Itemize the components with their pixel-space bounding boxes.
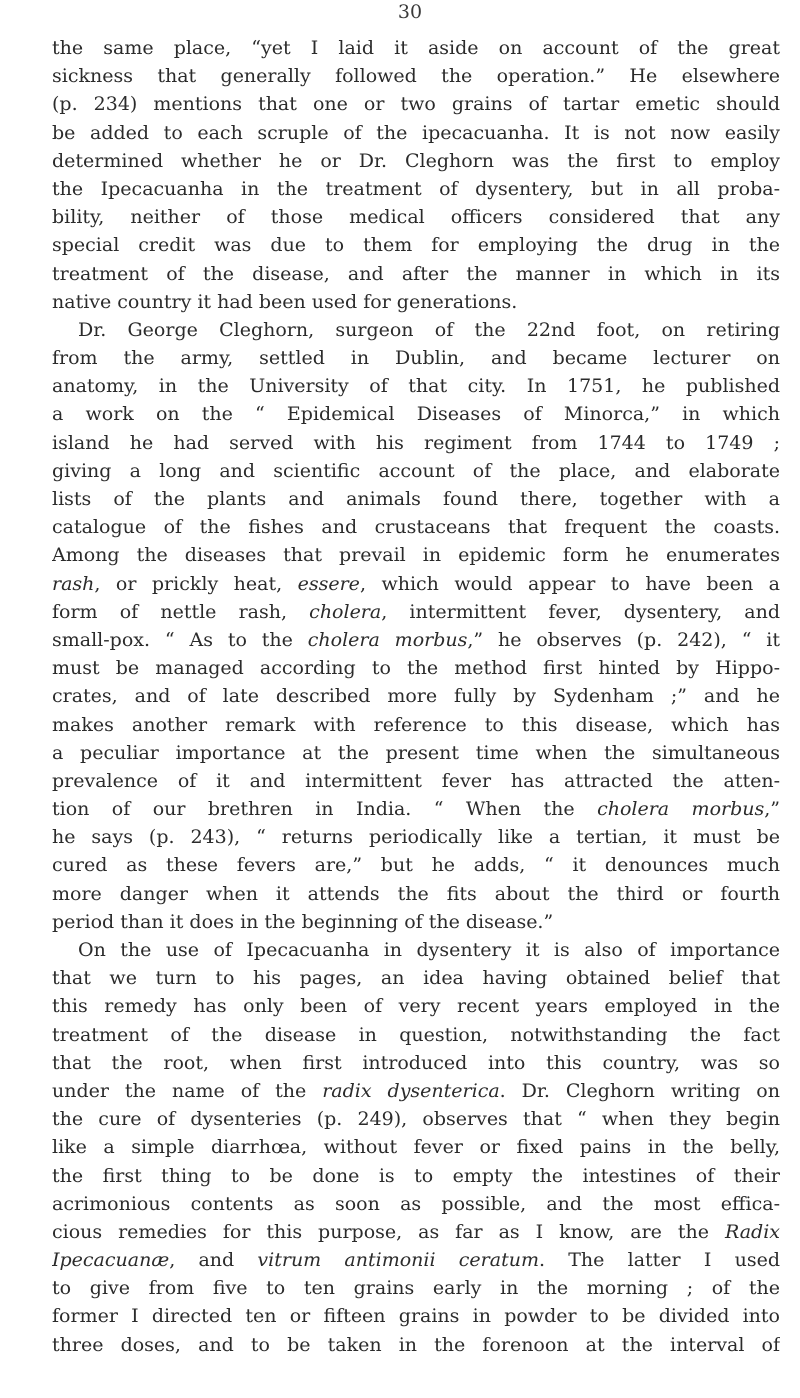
text-segment: the cure of dysenteries (p. 249), observes that “ when they begin — [52, 1108, 780, 1131]
text-segment: former I directed ten or fifteen grains in powder to be divided into — [52, 1305, 780, 1328]
text-line — [52, 1077, 780, 1105]
text-segment: that we turn to his pages, an idea having obtained belief that — [52, 967, 780, 990]
text-line — [52, 203, 780, 231]
text-segment: , or prickly heat, — [94, 572, 298, 595]
italic-text: vitrum antimonii ceratum — [257, 1249, 539, 1272]
italic-text: rash — [52, 572, 95, 595]
text-segment: that the root, when first introduced into this country, was so — [52, 1051, 780, 1074]
text-segment: cured as these fevers are,” but he adds, “ it denounces much — [52, 854, 780, 877]
text-segment: native country it had been used for generations. — [52, 290, 518, 313]
text-segment: , intermittent fever, dysentery, and — [381, 600, 780, 623]
text-segment: cious remedies for this purpose, as far as I know, are the — [52, 1220, 725, 1243]
page-number: 30 — [397, 1, 423, 23]
text-segment: , and — [169, 1249, 258, 1272]
text-line — [52, 1218, 780, 1246]
text-line — [52, 400, 780, 428]
text-segment: ,” he observes (p. 242), “ it — [467, 628, 780, 651]
text-segment: form of nettle rash, — [52, 600, 310, 623]
text-segment: acrimonious contents as soon as possible, and the most effica- — [52, 1192, 780, 1215]
text-line — [52, 372, 780, 400]
text-line — [52, 851, 780, 879]
text-segment: under the name of the — [52, 1079, 323, 1102]
text-segment: island he had served with his regiment from 1744 to 1749 ; — [52, 431, 780, 454]
text-line — [52, 541, 780, 569]
text-line — [52, 457, 780, 485]
text-segment: prevalence of it and intermittent fever has attracted the atten- — [52, 769, 780, 792]
text-segment: he says (p. 243), “ returns periodically like a tertian, it must be — [52, 826, 780, 849]
text-line — [52, 823, 780, 851]
text-segment: giving a long and scientific account of the place, and elaborate — [52, 459, 780, 482]
text-line — [52, 880, 780, 908]
text-segment: lists of the plants and animals found there, together with a — [52, 488, 780, 510]
text-line — [52, 1190, 780, 1218]
text-segment: ,” — [764, 798, 780, 821]
text-line — [52, 344, 780, 372]
text-line — [52, 62, 780, 90]
text-line — [52, 739, 780, 767]
text-segment: the Ipecacuanha in the treatment of dysentery, but in all proba- — [52, 177, 780, 200]
text-segment: , which would appear to have been a — [359, 572, 780, 595]
text-line — [52, 90, 780, 118]
text-segment: period than it does in the beginning of the disease.” — [52, 910, 554, 933]
text-segment: the first thing to be done is to empty the intestines of their — [52, 1164, 780, 1187]
text-line — [52, 964, 780, 992]
text-line — [52, 626, 780, 654]
text-segment: sickness that generally followed the operation.” He elsewhere — [52, 65, 780, 88]
text-line — [52, 992, 780, 1020]
text-segment: be added to each scruple of the ipecacuanha. It is not now easily — [52, 121, 780, 144]
text-line — [52, 1133, 780, 1161]
text-line — [52, 231, 780, 259]
text-line — [52, 429, 780, 457]
text-line — [52, 513, 780, 541]
text-segment: to give from five to ten grains early in the morning ; of the — [52, 1277, 780, 1300]
text-line — [52, 1274, 780, 1302]
text-segment: catalogue of the fishes and crustaceans that frequent the coasts. — [52, 516, 780, 539]
text-line — [52, 908, 780, 936]
text-line — [52, 485, 780, 513]
italic-text: cholera morbus — [597, 798, 765, 821]
text-segment: from the army, settled in Dublin, and became lecturer on — [52, 347, 780, 370]
text-line — [52, 598, 780, 626]
text-line — [52, 1021, 780, 1049]
text-segment: must be managed according to the method first hinted by Hippo- — [52, 657, 780, 680]
text-line — [52, 936, 780, 964]
text-line — [52, 1302, 780, 1330]
text-segment: three doses, and to be taken in the forenoon at the interval of — [52, 1333, 780, 1356]
text-segment: crates, and of late described more fully by Sydenham ;” and he — [52, 685, 780, 708]
text-segment: tion of our brethren in India. “ When the — [52, 798, 598, 821]
text-line — [52, 1331, 780, 1359]
text-segment: Among the diseases that prevail in epidemic form he enumerates — [52, 544, 780, 567]
text-segment: anatomy, in the University of that city. In 1751, he published — [52, 375, 780, 398]
text-line — [52, 795, 780, 823]
text-line — [52, 260, 780, 288]
text-segment: a peculiar importance at the present time when the simultaneous — [52, 741, 780, 764]
text-segment: treatment of the disease in question, notwithstanding the fact — [52, 1023, 780, 1046]
text-line — [52, 175, 780, 203]
text-segment: the same place, “yet I laid it aside on account of the great — [52, 37, 780, 59]
text-segment: . The latter I used — [538, 1249, 780, 1272]
italic-text: essere — [297, 572, 360, 595]
text-segment: On the use of Ipecacuanha in dysentery it is also of importance — [78, 939, 780, 961]
text-line — [52, 1246, 780, 1274]
italic-text: radix dysenterica — [322, 1079, 500, 1102]
text-line — [52, 1105, 780, 1133]
text-line — [52, 570, 780, 598]
text-segment: like a simple diarrhœa, without fever or fixed pains in the belly, — [52, 1136, 780, 1159]
text-segment: small-pox. “ As to the — [52, 628, 308, 651]
italic-text: cholera — [309, 600, 382, 623]
text-line — [52, 119, 780, 147]
italic-text: Ipecacuanæ — [52, 1249, 170, 1272]
text-line — [52, 682, 780, 710]
text-line — [52, 147, 780, 175]
text-segment: . Dr. Cleghorn writing on — [499, 1079, 780, 1102]
text-segment: this remedy has only been of very recent years employed in the — [52, 995, 780, 1018]
body-text — [52, 34, 780, 1359]
text-segment: a work on the “ Epidemical Diseases of Minorca,” in which — [52, 403, 780, 426]
text-line — [52, 711, 780, 739]
text-segment: more danger when it attends the fits about the third or fourth — [52, 882, 780, 905]
text-segment: determined whether he or Dr. Cleghorn was the first to employ — [52, 149, 780, 172]
italic-text: Radix — [724, 1220, 780, 1243]
text-line — [52, 34, 780, 62]
text-segment: bility, neither of those medical officers considered that any — [52, 206, 780, 229]
text-line — [52, 654, 780, 682]
text-line — [52, 316, 780, 344]
text-line — [52, 1162, 780, 1190]
text-segment: (p. 234) mentions that one or two grains of tartar emetic should — [52, 93, 780, 116]
text-line — [52, 1049, 780, 1077]
text-segment: makes another remark with reference to this disease, which has — [52, 713, 780, 736]
text-segment: Dr. George Cleghorn, surgeon of the 22nd foot, on retiring — [78, 318, 780, 341]
text-line — [52, 767, 780, 795]
text-segment: treatment of the disease, and after the manner in which in its — [52, 262, 780, 285]
italic-text: cholera morbus — [307, 628, 468, 651]
text-line — [52, 288, 780, 316]
text-segment: special credit was due to them for employing the drug in the — [52, 234, 780, 257]
